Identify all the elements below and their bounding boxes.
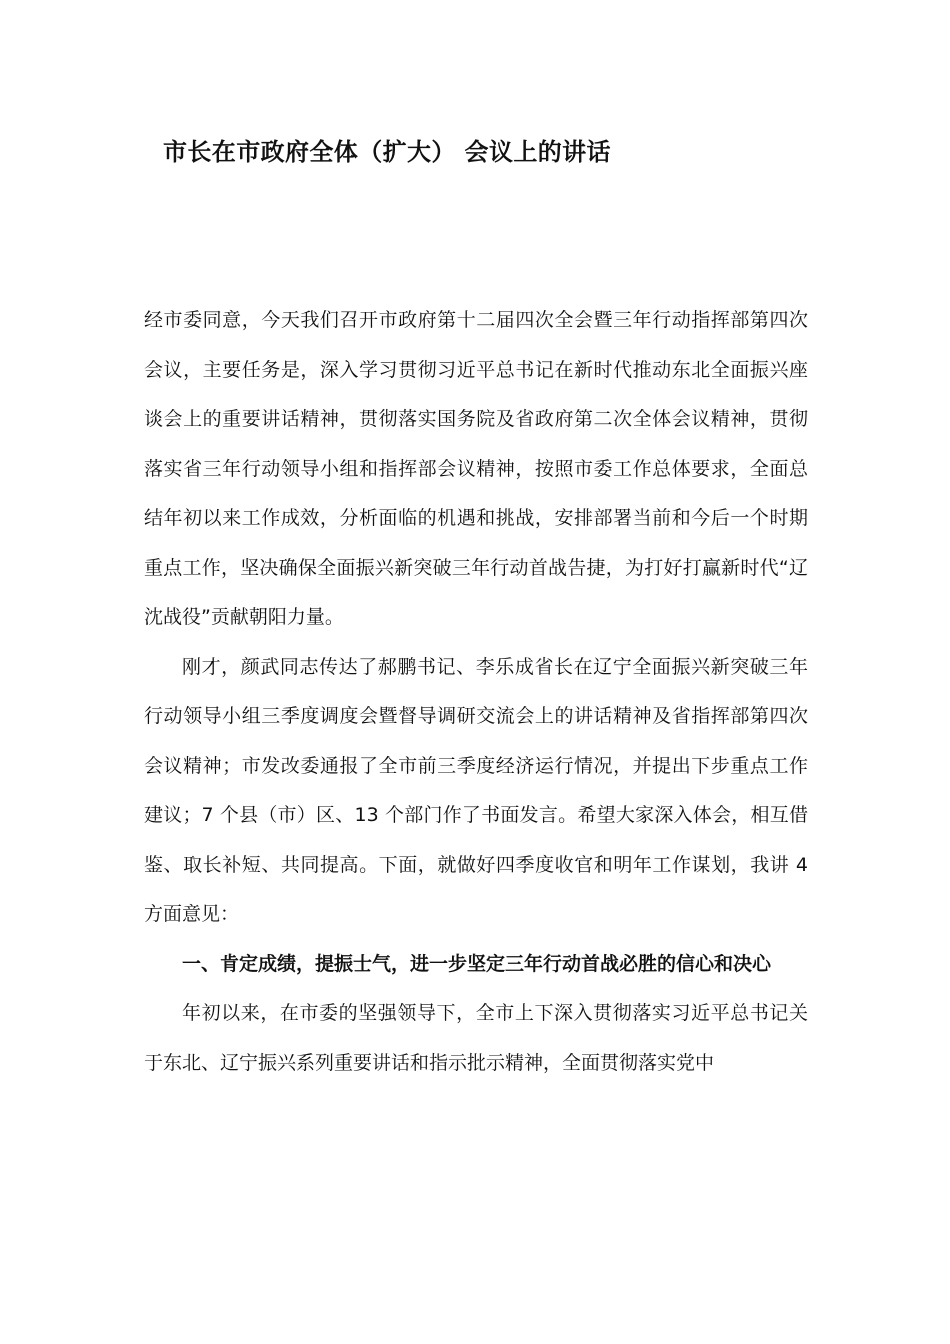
document-title: 市长在市政府全体（扩大） 会议上的讲话 xyxy=(163,138,611,166)
document-body xyxy=(144,296,808,1088)
section-heading-1: 一、肯定成绩，提振士气，进一步坚定三年行动首战必胜的信心和决心 xyxy=(182,952,772,975)
paragraph-summary: 刚才，颜武同志传达了郝鹏书记、李乐成省长在辽宁全面振兴新突破三年行动领导小组三季度调度会暨督导调研交流会上的讲话精神及省指挥部第四次会议精神；市发改委通报了全市前三季度经济运行情况，并提出下步重点工作建议；7 个县（市）区、13 个部门作了书面发言。希望大家深入体会，相互借鉴、取长补短、共同提高。下面，就做好四季度收官和明年工作谋划，我讲 4 方面意见： xyxy=(144,655,808,925)
paragraph-section-1: 年初以来，在市委的坚强领导下，全市上下深入贯彻落实习近平总书记关于东北、辽宁振兴系列重要讲话和指示批示精神，全面贯彻落实党中 xyxy=(144,1002,808,1074)
paragraph-opening: 经市委同意，今天我们召开市政府第十二届四次全会暨三年行动指挥部第四次会议，主要任务是，深入学习贯彻习近平总书记在新时代推动东北全面振兴座谈会上的重要讲话精神，贯彻落实国务院及省政府第二次全体会议精神，贯彻落实省三年行动领导小组和指挥部会议精神，按照市委工作总体要求，全面总结年初以来工作成效，分析面临的机遇和挑战，安排部署当前和今后一个时期重点工作，坚决确保全面振兴新突破三年行动首战告捷，为打好打赢新时代“辽沈战役”贡献朝阳力量。 xyxy=(144,309,808,628)
